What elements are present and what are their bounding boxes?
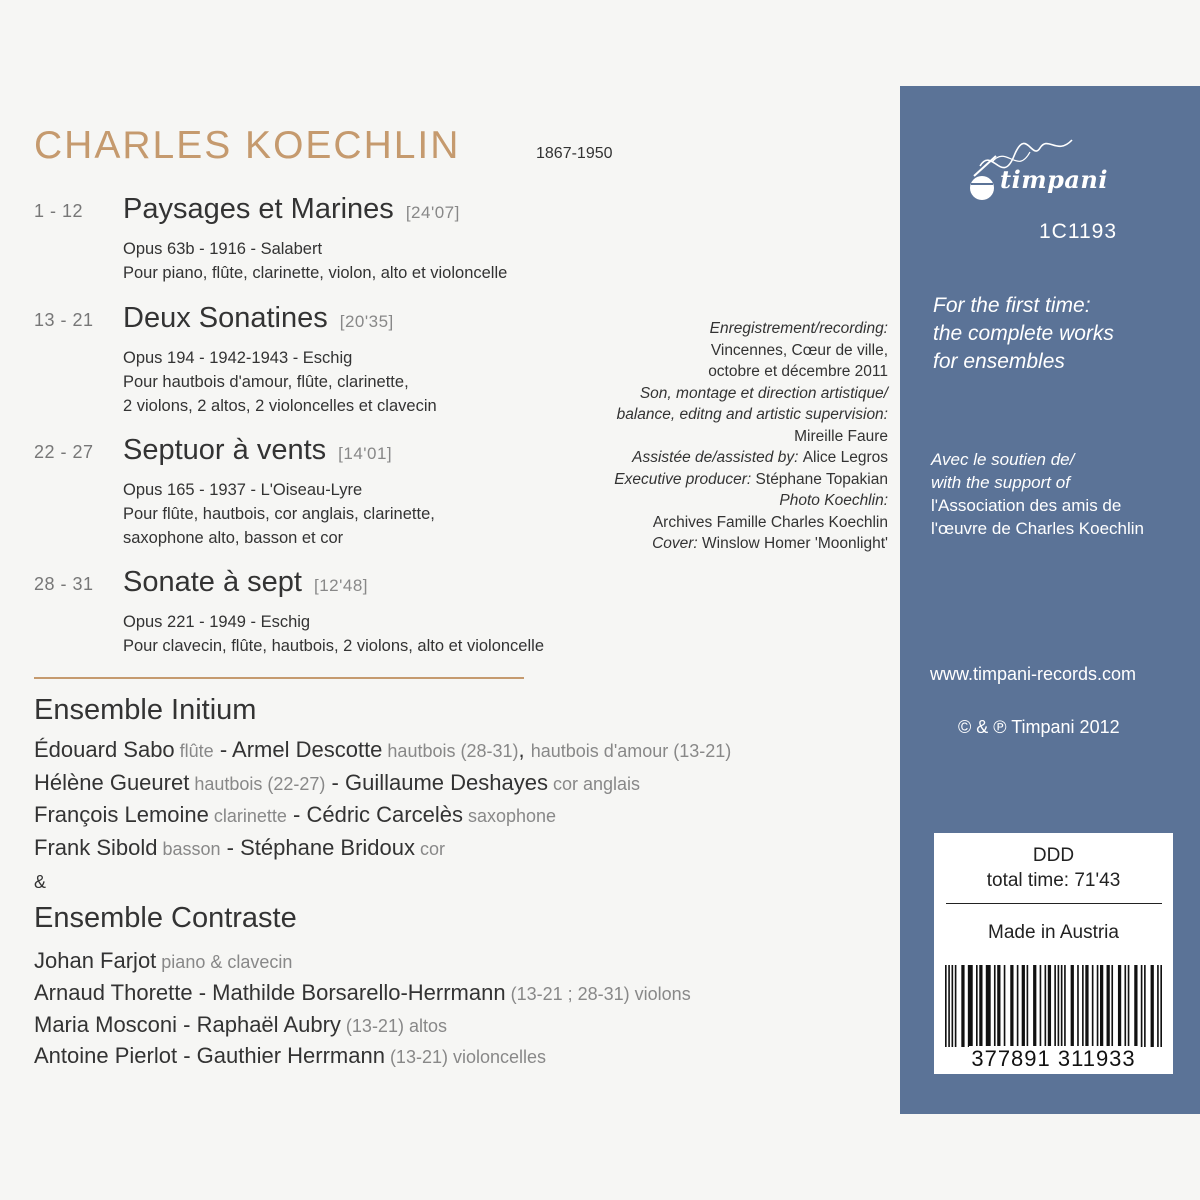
ensemble-initium-title: Ensemble Initium bbox=[34, 694, 257, 726]
instrument-label: (13-21) altos bbox=[340, 1016, 447, 1036]
musician-name: - Cédric Carcelès bbox=[286, 802, 463, 827]
copyright: © & ℗ Timpani 2012 bbox=[958, 717, 1120, 737]
work-detail-line: 2 violons, 2 altos, 2 violoncelles et clavecin bbox=[123, 397, 437, 415]
barcode-bar bbox=[1033, 965, 1036, 1047]
work-title: Deux Sonatines [20'35] bbox=[123, 302, 394, 334]
barcode-bar bbox=[1144, 965, 1146, 1047]
support-text: Avec le soutien de/ bbox=[931, 450, 1075, 469]
barcode-bar bbox=[1077, 965, 1079, 1047]
instrument-label: hautbois (28-31) bbox=[382, 741, 519, 761]
initium-member-line bbox=[34, 770, 640, 796]
barcode-bar bbox=[1071, 965, 1074, 1047]
contraste-member-line bbox=[34, 948, 292, 974]
barcode-bar bbox=[986, 965, 991, 1047]
made-in: Made in Austria bbox=[988, 922, 1119, 943]
work-title: Paysages et Marines [24'07] bbox=[123, 193, 460, 225]
info-box bbox=[934, 833, 1173, 1074]
credit-line bbox=[468, 512, 888, 534]
credit-line bbox=[468, 340, 888, 362]
credit-text: Son, montage et direction artistique/ bbox=[639, 384, 888, 402]
barcode-bar bbox=[976, 965, 978, 1047]
credit-line bbox=[468, 490, 888, 512]
work-detail-line: Opus 221 - 1949 - Eschig bbox=[123, 613, 311, 631]
tagline-line: for ensembles bbox=[933, 350, 1065, 373]
work-details bbox=[123, 346, 437, 418]
credit-text: Winslow Homer 'Moonlight' bbox=[702, 535, 888, 552]
work-detail-line: Pour clavecin, flûte, hautbois, 2 violons, alto et violoncelle bbox=[123, 637, 544, 655]
credit-line bbox=[468, 426, 888, 448]
contraste-member-line bbox=[34, 1012, 447, 1038]
credit-line bbox=[468, 318, 888, 340]
musician-name: Johan Farjot bbox=[34, 948, 157, 973]
barcode-bar bbox=[961, 965, 964, 1047]
barcode-bar bbox=[1160, 965, 1162, 1047]
contraste-member-line bbox=[34, 980, 691, 1006]
barcode bbox=[943, 965, 1164, 1047]
credit-line bbox=[468, 469, 888, 491]
work-duration: [12'48] bbox=[313, 576, 368, 595]
credit-line bbox=[468, 404, 888, 426]
support-text: l'Association des amis de bbox=[931, 496, 1122, 515]
work-detail-line: Opus 194 - 1942-1943 - Eschig bbox=[123, 349, 353, 367]
barcode-bar bbox=[1107, 965, 1110, 1047]
barcode-bar bbox=[1092, 965, 1094, 1047]
tagline-line: For the first time: bbox=[933, 294, 1091, 317]
barcode-bar bbox=[1100, 965, 1103, 1047]
recording-credits bbox=[468, 318, 888, 555]
info-rule bbox=[946, 903, 1162, 904]
musician-name: Hélène Gueuret bbox=[34, 770, 190, 795]
support-line bbox=[931, 494, 1144, 517]
barcode-bar bbox=[1128, 965, 1130, 1047]
musician-name: Édouard Sabo bbox=[34, 737, 175, 762]
credit-text: Executive producer: bbox=[614, 470, 756, 488]
barcode-bar bbox=[1141, 965, 1143, 1047]
track-range: 13 - 21 bbox=[34, 310, 94, 330]
support-note bbox=[931, 448, 1144, 540]
work-duration: [24'07] bbox=[405, 203, 460, 222]
musician-name: - Armel Descotte bbox=[213, 737, 383, 762]
credit-text: Cover: bbox=[652, 535, 703, 552]
instrument-label: clarinette bbox=[208, 806, 287, 826]
track-range: 22 - 27 bbox=[34, 442, 94, 462]
work-detail-line: saxophone alto, basson et cor bbox=[123, 529, 344, 547]
divider bbox=[34, 677, 524, 679]
work-duration: [14'01] bbox=[338, 444, 393, 463]
barcode-bar bbox=[945, 965, 947, 1047]
barcode-bar bbox=[952, 965, 954, 1047]
barcode-bar bbox=[1054, 965, 1056, 1047]
credit-text: Vincennes, Cœur de ville, bbox=[710, 341, 888, 359]
initium-member-line bbox=[34, 737, 731, 763]
barcode-bar bbox=[1097, 965, 1099, 1047]
barcode-bar bbox=[1085, 965, 1088, 1047]
musician-name: , bbox=[518, 737, 531, 762]
work-detail-line: Opus 165 - 1937 - L'Oiseau-Lyre bbox=[123, 481, 363, 499]
barcode-bar bbox=[1027, 965, 1029, 1047]
musician-name: Arnaud Thorette - Mathilde Borsarello-Herrmann bbox=[34, 980, 506, 1005]
work-details bbox=[123, 478, 435, 550]
barcode-bar bbox=[1045, 965, 1047, 1047]
barcode-bar bbox=[1040, 965, 1042, 1047]
instrument-label: hautbois (22-27) bbox=[189, 774, 326, 794]
instrument-label: hautbois d'amour (13-21) bbox=[530, 741, 732, 761]
work-detail-line: Pour flûte, hautbois, cor anglais, clarinette, bbox=[123, 505, 435, 523]
catalog-number: 1C1193 bbox=[1039, 220, 1118, 243]
composer-name: CHARLES KOECHLIN bbox=[34, 124, 461, 167]
barcode-bar bbox=[1118, 965, 1121, 1047]
instrument-label: saxophone bbox=[462, 806, 557, 826]
barcode-bar bbox=[1017, 965, 1019, 1047]
timpani-logo-text: timpani bbox=[1000, 165, 1108, 194]
work-detail-line: Opus 63b - 1916 - Salabert bbox=[123, 240, 323, 258]
instrument-label: piano & clavecin bbox=[156, 952, 293, 972]
credit-line bbox=[468, 361, 888, 383]
musician-name: - Stéphane Bridoux bbox=[220, 835, 416, 860]
credit-text: balance, editng and artistic supervision: bbox=[616, 406, 888, 423]
support-line bbox=[931, 471, 1144, 494]
composer-dates: 1867-1950 bbox=[536, 145, 613, 162]
credit-line bbox=[468, 533, 888, 555]
barcode-bar bbox=[1022, 965, 1025, 1047]
credit-text: octobre et décembre 2011 bbox=[708, 363, 888, 380]
work-title: Septuor à vents [14'01] bbox=[123, 434, 393, 466]
credit-text: Stéphane Topakian bbox=[755, 470, 888, 488]
instrument-label: (13-21 ; 28-31) violons bbox=[505, 984, 691, 1004]
initium-member-line bbox=[34, 835, 445, 861]
barcode-bar bbox=[979, 965, 982, 1047]
credit-text: Photo Koechlin: bbox=[779, 492, 888, 509]
instrument-label: cor bbox=[415, 839, 446, 859]
barcode-bar bbox=[994, 965, 996, 1047]
tagline bbox=[933, 292, 1114, 376]
barcode-bar bbox=[1004, 965, 1006, 1047]
support-line bbox=[931, 517, 1144, 540]
credit-text: Enregistrement/recording: bbox=[709, 320, 888, 337]
credit-text: Alice Legros bbox=[802, 449, 888, 466]
support-text: with the support of bbox=[931, 473, 1070, 492]
work-title: Sonate à sept [12'48] bbox=[123, 566, 368, 598]
ensemble-contraste-title: Ensemble Contraste bbox=[34, 902, 297, 934]
composer-header bbox=[34, 124, 613, 174]
barcode-bar bbox=[997, 965, 1000, 1047]
barcode-bar bbox=[1134, 965, 1137, 1047]
instrument-label: cor anglais bbox=[547, 774, 641, 794]
musician-name: Maria Mosconi - Raphaël Aubry bbox=[34, 1012, 341, 1037]
barcode-bar bbox=[1061, 965, 1063, 1047]
barcode-bar bbox=[1151, 965, 1154, 1047]
instrument-label: (13-21) violoncelles bbox=[384, 1047, 547, 1067]
tagline-line: the complete works bbox=[933, 322, 1114, 345]
initium-member-line bbox=[34, 802, 556, 828]
musician-name: Antoine Pierlot - Gauthier Herrmann bbox=[34, 1043, 385, 1068]
work-detail-line: Pour hautbois d'amour, flûte, clarinette, bbox=[123, 373, 409, 391]
musician-name: Frank Sibold bbox=[34, 835, 158, 860]
barcode-bar bbox=[1048, 965, 1051, 1047]
barcode-bar bbox=[1124, 965, 1126, 1047]
barcode-bar bbox=[955, 965, 957, 1047]
barcode-bar bbox=[968, 965, 973, 1047]
barcode-number bbox=[943, 1046, 1164, 1072]
total-time: total time: 71'43 bbox=[986, 870, 1121, 891]
contraste-member-line bbox=[34, 1043, 546, 1069]
credit-text: Assistée de/assisted by: bbox=[632, 449, 803, 466]
musician-name: - Guillaume Deshayes bbox=[325, 770, 548, 795]
musician-name: François Lemoine bbox=[34, 802, 209, 827]
barcode-bar bbox=[1111, 965, 1113, 1047]
track-range: 1 - 12 bbox=[34, 201, 84, 221]
work-details bbox=[123, 610, 544, 658]
credit-line bbox=[468, 447, 888, 469]
barcode-bar bbox=[948, 965, 950, 1047]
support-text: l'œuvre de Charles Koechlin bbox=[931, 519, 1145, 538]
barcode-bar bbox=[1058, 965, 1060, 1047]
website: www.timpani-records.com bbox=[930, 664, 1137, 684]
credit-line bbox=[468, 383, 888, 405]
work-detail-line: Pour piano, flûte, clarinette, violon, alto et violoncelle bbox=[123, 264, 508, 282]
barcode-bar bbox=[1157, 965, 1159, 1047]
barcode-bar bbox=[1082, 965, 1084, 1047]
barcode-digits: 377891 311933 bbox=[971, 1046, 1136, 1071]
instrument-label: flûte bbox=[174, 741, 214, 761]
track-range: 28 - 31 bbox=[34, 574, 94, 594]
work-details bbox=[123, 237, 507, 285]
credit-text: Archives Famille Charles Koechlin bbox=[652, 513, 888, 531]
support-line bbox=[931, 448, 1144, 471]
format-code: DDD bbox=[1032, 845, 1075, 866]
ampersand: & bbox=[34, 872, 47, 892]
barcode-bar bbox=[1064, 965, 1066, 1047]
barcode-bar bbox=[1010, 965, 1013, 1047]
work-duration: [20'35] bbox=[339, 312, 394, 331]
credit-text: Mireille Faure bbox=[794, 427, 888, 445]
instrument-label: basson bbox=[157, 839, 221, 859]
